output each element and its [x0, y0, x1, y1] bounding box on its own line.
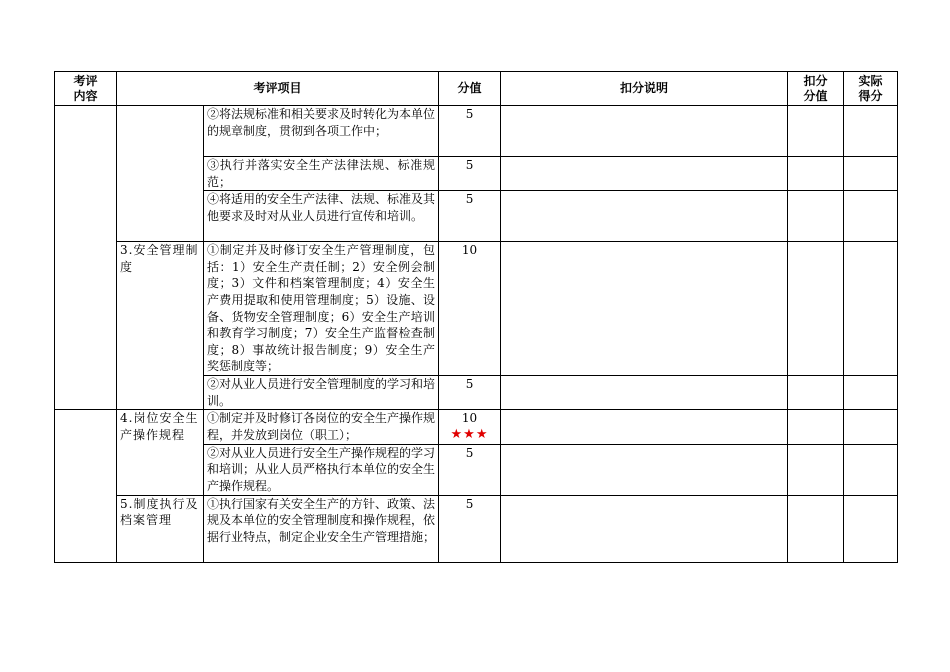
deduction-desc-cell [501, 376, 788, 410]
score-cell: 5 [439, 444, 501, 495]
star-rating-icon: ★★★ [450, 426, 489, 442]
item-cell: ②对从业人员进行安全管理制度的学习和培训。 [204, 376, 439, 410]
deduction-desc-cell [501, 242, 788, 376]
actual-cell [844, 157, 898, 191]
content-cell [55, 106, 117, 410]
score-cell: 5 [439, 106, 501, 157]
deduction-desc-cell [501, 157, 788, 191]
score-cell: 5 [439, 191, 501, 242]
header-content: 考评 内容 [55, 72, 117, 106]
deduction-cell [788, 157, 844, 191]
item-cell: ④将适用的安全生产法律、法规、标准及其他要求及时对从业人员进行宣传和培训。 [204, 191, 439, 242]
header-deduction-desc: 扣分说明 [501, 72, 788, 106]
score-cell: 5 [439, 376, 501, 410]
score-cell: 5 [439, 157, 501, 191]
section-label: 4.岗位安全生产操作规程 [117, 410, 204, 495]
score-cell: 5 [439, 495, 501, 562]
table-header-row [55, 72, 898, 106]
score-value: 10 [461, 411, 478, 426]
actual-cell [844, 191, 898, 242]
score-cell: 10 [439, 242, 501, 376]
deduction-desc-cell [501, 495, 788, 562]
actual-cell [844, 106, 898, 157]
actual-cell [844, 444, 898, 495]
evaluation-table [54, 71, 898, 563]
deduction-cell [788, 376, 844, 410]
actual-cell [844, 376, 898, 410]
deduction-cell [788, 495, 844, 562]
section-cell [117, 106, 204, 242]
deduction-cell [788, 106, 844, 157]
actual-cell [844, 495, 898, 562]
deduction-desc-cell [501, 444, 788, 495]
content-cell [55, 410, 117, 562]
item-cell: ③执行并落实安全生产法律法规、标准规范； [204, 157, 439, 191]
header-deduction: 扣分 分值 [788, 72, 844, 106]
deduction-cell [788, 410, 844, 444]
section-label: 5.制度执行及档案管理 [117, 495, 204, 562]
deduction-desc-cell [501, 106, 788, 157]
header-actual: 实际 得分 [844, 72, 898, 106]
item-cell: ②将法规标准和相关要求及时转化为本单位的规章制度，贯彻到各项工作中； [204, 106, 439, 157]
table-row [55, 410, 898, 444]
item-cell: ①制定并及时修订各岗位的安全生产操作规程，并发放到岗位（职工）； [204, 410, 439, 444]
item-cell: ②对从业人员进行安全生产操作规程的学习和培训；从业人员严格执行本单位的安全生产操作规程。 [204, 444, 439, 495]
header-score: 分值 [439, 72, 501, 106]
section-label: 3.安全管理制度 [117, 242, 204, 410]
header-project: 考评项目 [117, 72, 439, 106]
actual-cell [844, 242, 898, 376]
deduction-cell [788, 191, 844, 242]
actual-cell [844, 410, 898, 444]
score-cell [439, 410, 501, 444]
deduction-desc-cell [501, 410, 788, 444]
deduction-cell [788, 242, 844, 376]
item-cell: ①制定并及时修订安全生产管理制度，包括：1）安全生产责任制；2）安全例会制度；3）文件和档案管理制度；4）安全生产费用提取和使用管理制度；5）设施、设备、货物安全管理制度；6）安全生产培训和教育学习制度；7）安全生产监督检查制度；8）事故统计报告制度；9）安全生产奖惩制度等； [204, 242, 439, 376]
table-row [55, 106, 898, 157]
table-row [55, 242, 898, 376]
table-row [55, 495, 898, 562]
item-cell: ①执行国家有关安全生产的方针、政策、法规及本单位的安全管理制度和操作规程，依据行业特点，制定企业安全生产管理措施； [204, 495, 439, 562]
deduction-desc-cell [501, 191, 788, 242]
deduction-cell [788, 444, 844, 495]
